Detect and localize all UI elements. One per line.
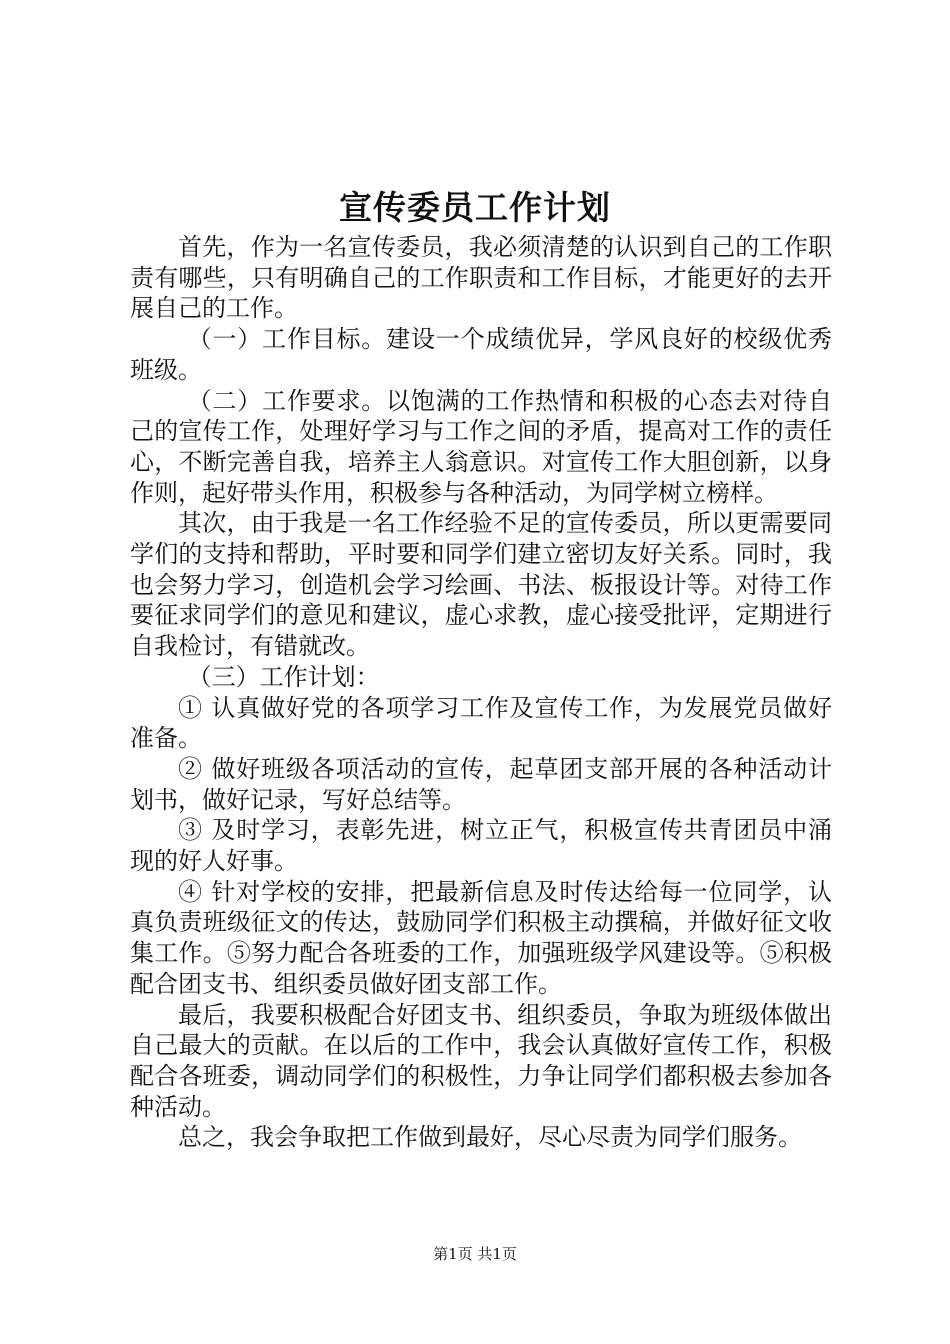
paragraph-conclusion: 总之，我会争取把工作做到最好，尽心尽责为同学们服务。 [178,1123,802,1152]
plan-item-1: ① 认真做好党的各项学习工作及宣传工作，为发展党员做好准备。 [130,693,832,753]
plan-item-3: ③ 及时学习，表彰先进，树立正气，积极宣传共青团员中涌现的好人好事。 [130,816,832,876]
paragraph-goal: （一）工作目标。建设一个成绩优异，学风良好的校级优秀班级。 [130,325,832,384]
paragraph-requirements: （二）工作要求。以饱满的工作热情和积极的心态去对待自己的宣传工作，处理好学习与工作之间的矛盾，提高对工作的责任心，不断完善自我，培养主人翁意识。对宣传工作大胆创新，以身作则，起好带头作用，积极参与各种活动，为同学树立榜样。 [130,386,832,507]
document-body [130,232,832,1153]
page-number-footer: 第1页 共1页 [433,1245,517,1263]
paragraph-finally: 最后，我要积极配合好团支书、组织委员，争取为班级体做出自己最大的贡献。在以后的工作中，我会认真做好宣传工作，积极配合各班委，调动同学们的积极性，力争让同学们都积极去参加各种活动。 [130,1000,832,1121]
paragraph-support: 其次，由于我是一名工作经验不足的宣传委员，所以更需要同学们的支持和帮助，平时要和同学们建立密切友好关系。同时，我也会努力学习，创造机会学习绘画、书法、板报设计等。对待工作要征求同学们的意见和建议，虚心求教，虚心接受批评，定期进行自我检讨，有错就改。 [130,509,832,661]
paragraph-intro: 首先，作为一名宣传委员，我必须清楚的认识到自己的工作职责有哪些，只有明确自己的工作职责和工作目标，才能更好的去开展自己的工作。 [130,233,832,323]
document-title: 宣传委员工作计划 [339,188,611,227]
paragraph-plan-heading: （三）工作计划： [187,662,380,691]
plan-item-2: ② 做好班级各项活动的宣传，起草团支部开展的各种活动计划书，做好记录，写好总结等。 [130,754,832,814]
plan-item-4: ④ 针对学校的安排，把最新信息及时传达给每一位同学，认真负责班级征文的传达，鼓励同学们积极主动撰稿，并做好征文收集工作。⑤努力配合各班委的工作，加强班级学风建设等。⑤积极配合团支书、组织委员做好团支部工作。 [130,877,832,998]
